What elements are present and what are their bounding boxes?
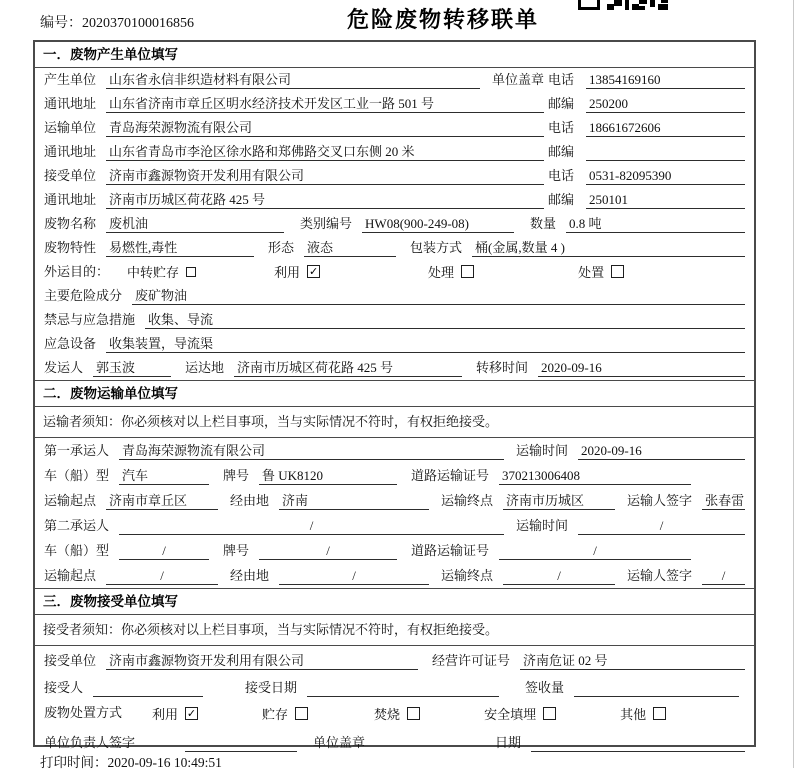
- option-disposal-utilize: [152, 704, 198, 723]
- vehicle2-row: [35, 538, 754, 563]
- qr-code-fragment-icon: [578, 0, 668, 10]
- generator-address-label: 通讯地址: [44, 96, 97, 111]
- document-header: [0, 0, 796, 38]
- receiver-address-row: [35, 188, 754, 212]
- page-title: 危险废物转移联单: [346, 7, 539, 32]
- road-license1-label: 道路运输证号: [411, 468, 490, 483]
- waste-name-label: 废物名称: [44, 216, 97, 231]
- waste-category-value: HW08(900-249-08): [362, 215, 514, 233]
- first-carrier-label: 第一承运人: [44, 443, 110, 458]
- operating-license-label: 经营许可证号: [432, 653, 511, 668]
- via1-value: 济南: [279, 492, 429, 510]
- transfer-form-table: [33, 40, 756, 750]
- option-disposal-landfill: [484, 704, 556, 723]
- transporter-signature1-label: 运输人签字: [627, 493, 693, 508]
- option-dispose: [578, 262, 624, 281]
- transfer-purpose-label: 外运目的：: [44, 263, 110, 279]
- transport-time2-value: /: [578, 517, 745, 535]
- disposal-utilize-checkbox: ✓: [186, 706, 197, 720]
- origin2-label: 运输起点: [44, 568, 97, 583]
- disposal-other-checkbox: [653, 707, 666, 720]
- unit-head-signature-value: [185, 734, 297, 752]
- receiver-address-label: 通讯地址: [44, 192, 97, 207]
- plate-number1-value: 鲁 UK8120: [259, 467, 397, 485]
- vehicle-type1-label: 车（船）型: [44, 468, 110, 483]
- transporter-phone-value: 18661672606: [586, 119, 745, 137]
- receiver-unit-row: [35, 164, 754, 188]
- receiver-address-value: 济南市历城区荷花路 425 号: [106, 191, 544, 209]
- print-time-label: 打印时间：: [40, 755, 108, 770]
- print-time: [40, 751, 222, 771]
- generator-unit-value: 山东省永信非织造材料有限公司: [106, 71, 480, 89]
- receiver-person-row: [35, 673, 754, 700]
- section2-header: 二．废物运输单位填写: [35, 380, 754, 407]
- emergency-measures-row: [35, 308, 754, 332]
- receiving-unit-row: [35, 646, 754, 673]
- main-hazardous-component-label: 主要危险成分: [44, 288, 123, 303]
- disposal-storage-checkbox: [295, 707, 308, 720]
- packing-method-value: 桶(金属,数量 4 ): [472, 239, 745, 257]
- generator-address-value: 山东省济南市章丘区明水经济技术开发区工业一路 501 号: [106, 95, 544, 113]
- disposal-method-label: 废物处置方式: [44, 705, 123, 720]
- transport-time1-label: 运输时间: [516, 443, 569, 458]
- transfer-purpose-row: [35, 260, 754, 284]
- emergency-equipment-label: 应急设备: [44, 336, 97, 351]
- first-carrier-value: 青岛海荣源物流有限公司: [119, 442, 504, 460]
- section3-header: 三．废物接受单位填写: [35, 588, 754, 615]
- section1-header: 一．废物产生单位填写: [35, 42, 754, 68]
- origin1-label: 运输起点: [44, 493, 97, 508]
- generator-phone-value: 13854169160: [586, 71, 745, 89]
- plate-number2-value: /: [259, 542, 397, 560]
- operating-license-value: 济南危证 02 号: [520, 652, 745, 670]
- vehicle-type2-label: 车（船）型: [44, 543, 110, 558]
- date-value: [531, 734, 745, 752]
- receiver-person-label: 接受人: [44, 680, 84, 695]
- waste-characteristics-row: [35, 236, 754, 260]
- receiver-postcode-value: 250101: [586, 191, 745, 209]
- via2-value: /: [279, 567, 429, 585]
- origin1-value: 济南市章丘区: [106, 492, 218, 510]
- main-hazardous-component-value: 废矿物油: [132, 287, 745, 305]
- disposal-incinerate-checkbox: [407, 707, 420, 720]
- via2-label: 经由地: [230, 568, 270, 583]
- received-quantity-label: 签收量: [525, 680, 565, 695]
- second-carrier-label: 第二承运人: [44, 518, 110, 533]
- received-quantity-value: [574, 679, 739, 697]
- consignor-row: [35, 356, 754, 380]
- transporter-phone-label: 电话: [548, 120, 575, 135]
- transport-time2-label: 运输时间: [516, 518, 569, 533]
- packing-method-label: 包装方式: [410, 240, 463, 255]
- emergency-measures-value: 收集、导流: [145, 311, 745, 329]
- receiver-unit-value: 济南市鑫源物资开发利用有限公司: [106, 167, 544, 185]
- road-license1-value: 370213006408: [499, 467, 691, 485]
- disposal-method-row: [35, 700, 754, 727]
- origin2-value: /: [106, 567, 218, 585]
- waste-quantity-value: 0.8 吨: [566, 215, 745, 233]
- generator-unit-label: 产生单位: [44, 72, 97, 87]
- serial-label: 编号：: [40, 16, 82, 31]
- receiver-person-value: [93, 679, 203, 697]
- transporter-postcode-label: 邮编: [548, 144, 575, 159]
- print-time-value: 2020-09-16 10:49:51: [107, 755, 222, 770]
- unit-head-signature-label: 单位负责人签字: [44, 735, 136, 750]
- treat-checkbox: [461, 265, 474, 278]
- serial-value: 2020370100016856: [82, 16, 194, 31]
- option-utilize: [274, 262, 320, 281]
- waste-characteristics-label: 废物特性: [44, 240, 97, 255]
- disposal-landfill-label: 安全填埋: [484, 706, 537, 722]
- option-disposal-incinerate: [374, 704, 420, 723]
- road-license2-value: /: [499, 542, 691, 560]
- second-carrier-value: /: [119, 517, 504, 535]
- route1-row: [35, 488, 754, 513]
- destination1-label: 运输终点: [441, 493, 494, 508]
- disposal-storage-label: 贮存: [262, 706, 289, 722]
- receiving-unit-value: 济南市鑫源物资开发利用有限公司: [106, 652, 418, 670]
- generator-phone-label: 电话: [548, 72, 575, 87]
- transit-storage-checkbox: [186, 267, 196, 277]
- plate-number2-label: 牌号: [223, 543, 250, 558]
- vehicle1-row: [35, 463, 754, 488]
- generator-address-row: [35, 92, 754, 116]
- emergency-equipment-row: [35, 332, 754, 356]
- receive-date-value: [307, 679, 499, 697]
- waste-form-value: 液态: [304, 239, 396, 257]
- destination1-value: 济南市历城区: [503, 492, 615, 510]
- option-transit-storage: [127, 262, 196, 281]
- waste-quantity-label: 数量: [530, 216, 557, 231]
- disposal-utilize-label: 利用: [152, 706, 179, 722]
- dispose-label: 处置: [578, 265, 605, 280]
- receiver-phone-label: 电话: [548, 168, 575, 183]
- destination2-value: /: [503, 567, 615, 585]
- receiver-postcode-label: 邮编: [548, 192, 575, 207]
- treat-label: 处理: [428, 265, 455, 280]
- emergency-equipment-value: 收集装置，导流渠: [106, 335, 745, 353]
- waste-category-label: 类别编号: [300, 216, 353, 231]
- transfer-date-label: 转移时间: [476, 360, 529, 375]
- waste-form-label: 形态: [268, 240, 295, 255]
- emergency-measures-label: 禁忌与应急措施: [44, 312, 136, 327]
- option-disposal-storage: [262, 704, 308, 723]
- destination-label: 运达地: [185, 360, 225, 375]
- consignor-label: 发运人: [44, 360, 84, 375]
- dispose-checkbox: [611, 265, 624, 278]
- receiver-phone-value: 0531-82095390: [586, 167, 745, 185]
- transporter-address-value: 山东省青岛市李沧区徐水路和郑佛路交叉口东侧 20 米: [106, 143, 544, 161]
- option-treat: [428, 262, 474, 281]
- transporter-signature1-value: 张春雷: [702, 492, 745, 510]
- carrier-notice: 运输者须知：你必须核对以上栏目事项，当与实际情况不符时，有权拒绝接受。: [35, 407, 754, 438]
- waste-name-row: [35, 212, 754, 236]
- date-label: 日期: [495, 735, 522, 750]
- transporter-unit-value: 青岛海荣源物流有限公司: [106, 119, 544, 137]
- receive-date-label: 接受日期: [245, 680, 298, 695]
- option-disposal-other: [620, 704, 666, 723]
- plate-number1-label: 牌号: [223, 468, 250, 483]
- unit-seal-label: 单位盖章: [491, 72, 544, 87]
- generator-unit-group: [44, 71, 544, 89]
- disposal-other-label: 其他: [620, 706, 647, 722]
- destination2-label: 运输终点: [441, 568, 494, 583]
- vehicle-type2-value: /: [119, 542, 209, 560]
- generator-postcode-value: 250200: [586, 95, 745, 113]
- transporter-postcode-value: [586, 143, 745, 161]
- transporter-signature2-label: 运输人签字: [627, 568, 693, 583]
- destination-value: 济南市历城区荷花路 425 号: [234, 359, 462, 377]
- transporter-unit-label: 运输单位: [44, 120, 97, 135]
- transporter-address-row: [35, 140, 754, 164]
- disposal-landfill-checkbox: [543, 707, 556, 720]
- receiving-unit-label: 接受单位: [44, 653, 97, 668]
- unit-seal2-label: 单位盖章: [313, 735, 366, 750]
- road-license2-label: 道路运输证号: [411, 543, 490, 558]
- transfer-date-value: 2020-09-16: [538, 359, 745, 377]
- transporter-unit-row: [35, 116, 754, 140]
- waste-characteristics-value: 易燃性,毒性: [106, 239, 254, 257]
- main-hazardous-component-row: [35, 284, 754, 308]
- transport-time1-value: 2020-09-16: [578, 442, 745, 460]
- second-carrier-row: [35, 513, 754, 538]
- generator-postcode-label: 邮编: [548, 96, 575, 111]
- utilize-checkbox: ✓: [308, 265, 319, 278]
- consignor-value: 郭玉波: [93, 359, 171, 377]
- transit-storage-label: 中转贮存: [127, 265, 180, 280]
- transporter-address-label: 通讯地址: [44, 144, 97, 159]
- receiver-notice: 接受者须知：你必须核对以上栏目事项，当与实际情况不符时，有权拒绝接受。: [35, 615, 754, 646]
- generator-unit-row: [35, 68, 754, 92]
- first-carrier-row: [35, 438, 754, 463]
- waste-name-value: 废机油: [106, 215, 284, 233]
- via1-label: 经由地: [230, 493, 270, 508]
- vehicle-type1-value: 汽车: [119, 467, 209, 485]
- disposal-incinerate-label: 焚烧: [374, 706, 401, 722]
- receiver-unit-label: 接受单位: [44, 168, 97, 183]
- page-right-edge: [793, 0, 794, 768]
- utilize-label: 利用: [274, 265, 301, 280]
- route2-row: [35, 563, 754, 588]
- transporter-signature2-value: /: [702, 567, 745, 585]
